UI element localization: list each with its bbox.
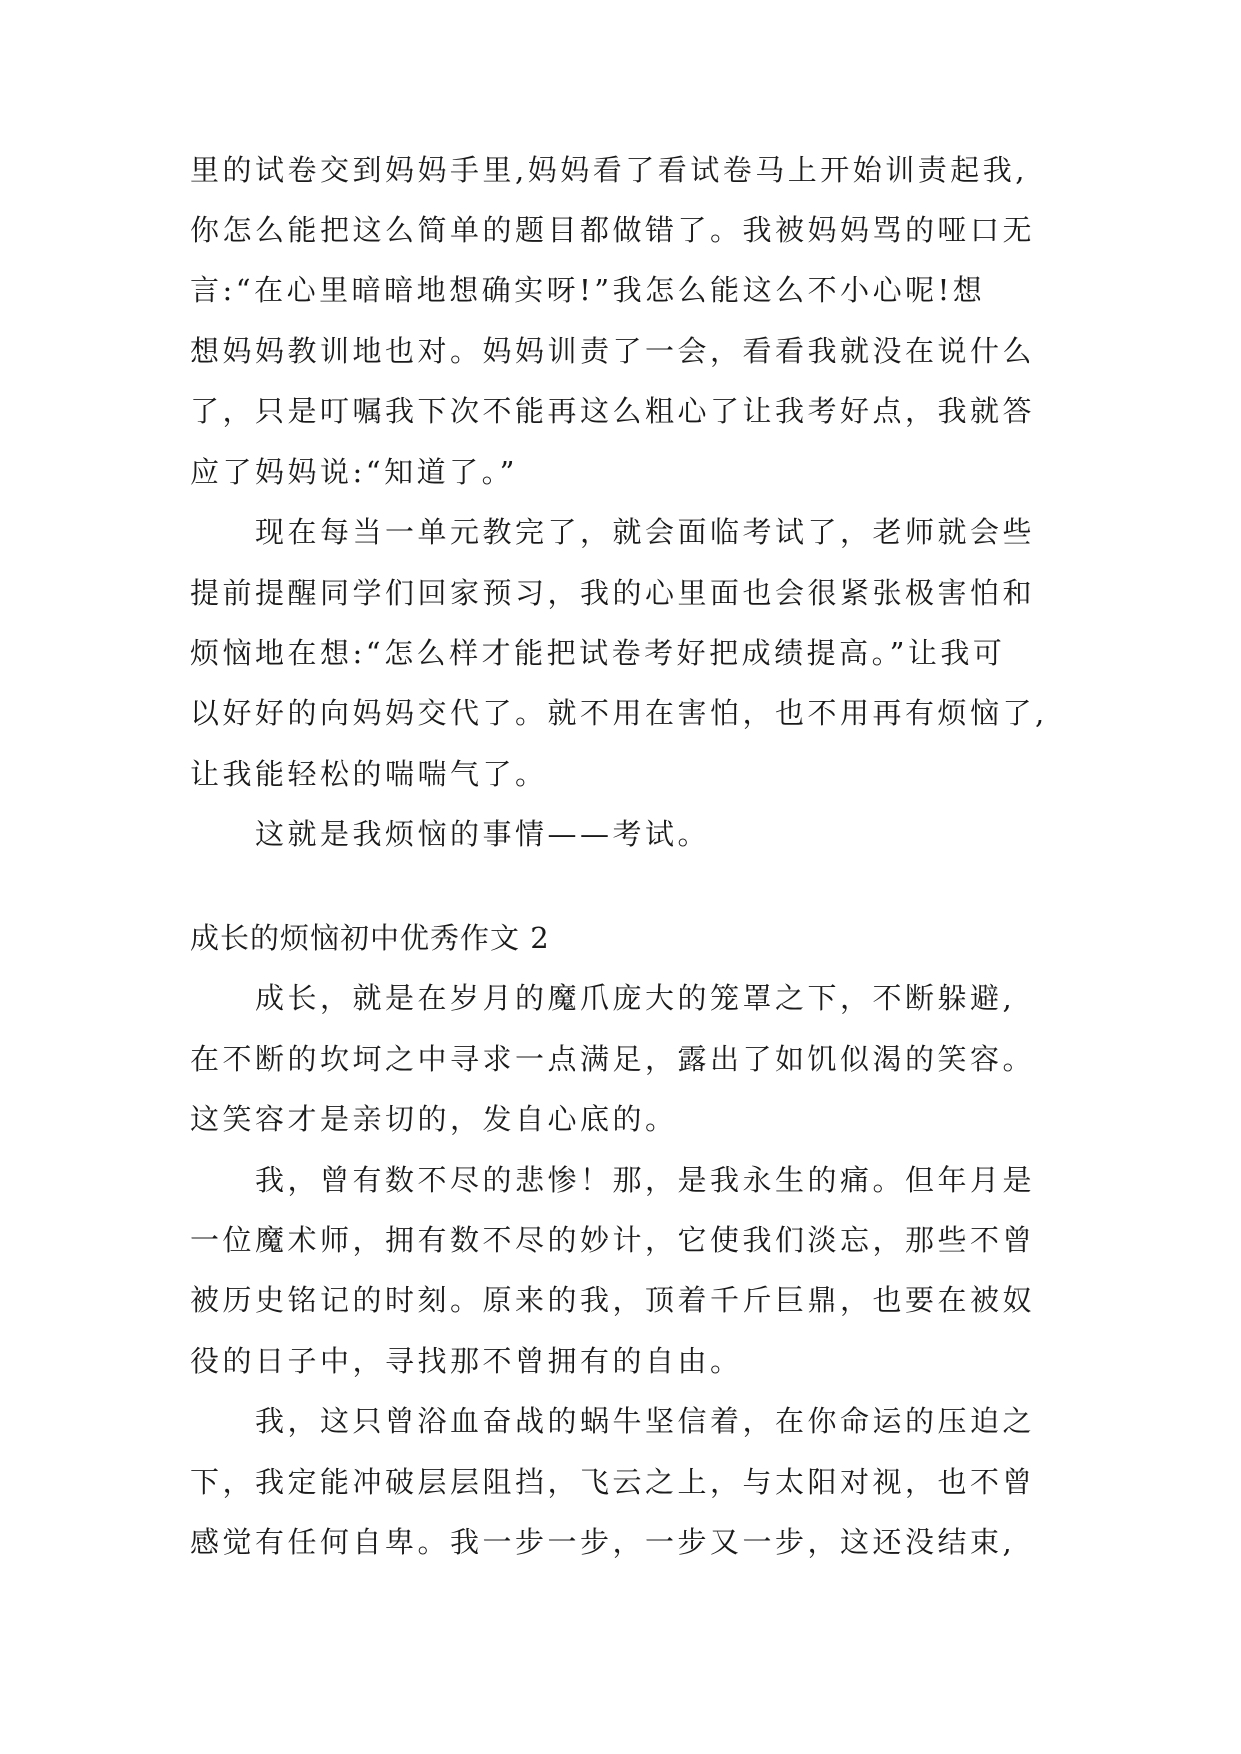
paragraph-start-line: 成长，就是在岁月的魔爪庞大的笼罩之下，不断躲避, <box>255 981 1016 1015</box>
text-line: 被历史铭记的时刻。原来的我，顶着千斤巨鼎，也要在被奴 <box>190 1283 1036 1317</box>
paragraph-start-line: 我，曾有数不尽的悲惨！那，是我永生的痛。但年月是 <box>255 1163 1036 1197</box>
text-line: 在不断的坎坷之中寻求一点满足，露出了如饥似渴的笑容。 <box>190 1042 1036 1076</box>
text-line: 里的试卷交到妈妈手里,妈妈看了看试卷马上开始训责起我, <box>190 153 1028 187</box>
paragraph-start-line: 这就是我烦恼的事情——考试。 <box>255 817 711 851</box>
text-line: 一位魔术师，拥有数不尽的妙计，它使我们淡忘，那些不曾 <box>190 1223 1036 1257</box>
text-line: 言:“在心里暗暗地想确实呀!”我怎么能这么不小心呢!想 <box>190 273 986 307</box>
text-line: 这笑容才是亲切的，发自心底的。 <box>190 1102 678 1136</box>
text-line: 想妈妈教训地也对。妈妈训责了一会，看看我就没在说什么 <box>190 334 1036 368</box>
text-line: 让我能轻松的喘喘气了。 <box>190 757 548 791</box>
paragraph-start-line: 我，这只曾浴血奋战的蜗牛坚信着，在你命运的压迫之 <box>255 1404 1036 1438</box>
text-line: 下，我定能冲破层层阻挡，飞云之上，与太阳对视，也不曾 <box>190 1465 1036 1499</box>
text-line: 提前提醒同学们回家预习，我的心里面也会很紧张极害怕和 <box>190 576 1036 610</box>
text-line: 应了妈妈说:“知道了。” <box>190 455 518 489</box>
text-line: 以好好的向妈妈交代了。就不用在害怕，也不用再有烦恼了, <box>190 696 1048 730</box>
text-line: 了，只是叮嘱我下次不能再这么粗心了让我考好点，我就答 <box>190 394 1036 428</box>
text-line: 烦恼地在想:“怎么样才能把试卷考好把成绩提高。”让我可 <box>190 636 1006 670</box>
paragraph-start-line: 现在每当一单元教完了，就会面临考试了，老师就会些 <box>255 515 1036 549</box>
text-line: 感觉有任何自卑。我一步一步，一步又一步，这还没结束, <box>190 1525 1016 1559</box>
text-line: 役的日子中，寻找那不曾拥有的自由。 <box>190 1344 743 1378</box>
section-title: 成长的烦恼初中优秀作文 2 <box>190 921 550 955</box>
text-line: 你怎么能把这么简单的题目都做错了。我被妈妈骂的哑口无 <box>190 213 1036 247</box>
